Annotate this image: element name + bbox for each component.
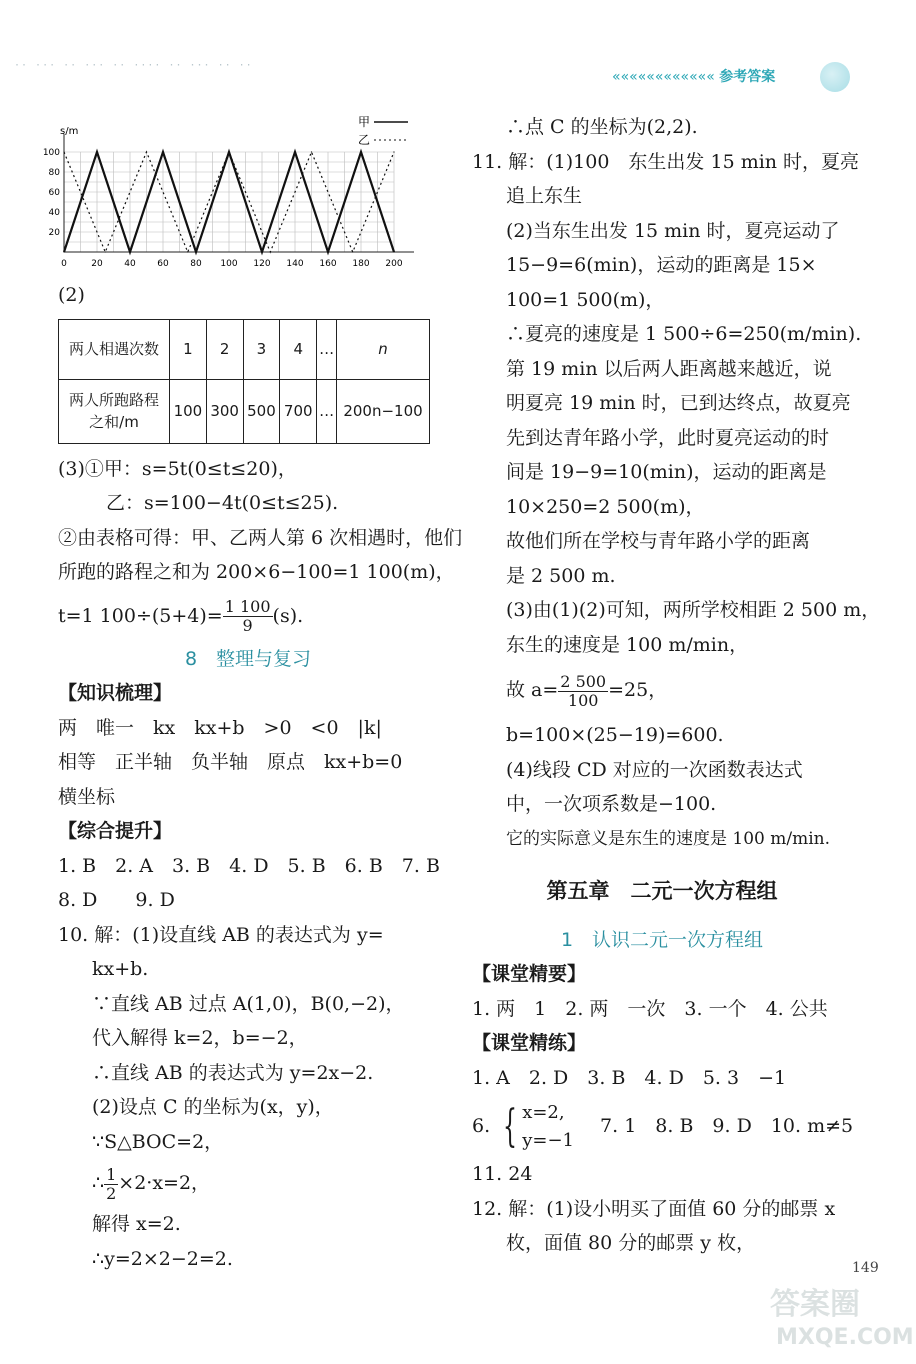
header-arrows: «««««««««««« — [612, 69, 715, 85]
text-line: ∴直线 AB 的表达式为 y=2x−2. — [92, 1061, 374, 1084]
practice-heading: 【综合提升】 — [58, 820, 173, 842]
text-line: 明夏亮 19 min 时，已到达终点，故夏亮 — [506, 392, 851, 414]
half-num: 1 — [106, 1164, 117, 1184]
data-point — [327, 251, 328, 252]
x-tick-label: 200 — [385, 259, 403, 269]
data-point — [393, 251, 394, 252]
table-cell: … — [317, 319, 337, 379]
text-line: 1. 两 1 2. 两 一次 3. 一个 4. 公共 — [472, 997, 828, 1020]
y-tick-label: 60 — [48, 188, 60, 198]
data-point — [162, 151, 163, 152]
table-header-distance-a: 两人所跑路程 — [68, 391, 159, 409]
data-point — [129, 251, 130, 252]
data-point — [261, 251, 262, 252]
t-eq-b: (s). — [272, 604, 304, 627]
text-line: 10. 解：(1)设直线 AB 的表达式为 y= — [58, 923, 384, 946]
data-point — [352, 251, 353, 252]
text-line: ∴夏亮的速度是 1 500÷6=250(m/min). — [506, 323, 862, 345]
right-column — [472, 110, 881, 1261]
text-line: kx+b. — [92, 958, 149, 980]
text-line: (3)①甲：s=5t(0≤t≤20)， — [58, 457, 297, 480]
table-cell: 500 — [243, 379, 280, 443]
text-line: 相等 正半轴 负半轴 原点 kx+b=0 — [58, 751, 403, 773]
table-cell: 200n−100 — [337, 379, 430, 443]
text-line: ②由表格可得：甲、乙两人第 6 次相遇时，他们 — [58, 526, 463, 549]
text-line: (3)由(1)(2)可知，两所学校相距 2 500 m， — [506, 599, 881, 621]
distance-time-chart — [40, 112, 440, 272]
knowledge-heading: 【知识梳理】 — [58, 682, 173, 704]
text-line: 11. 解：(1)100 东生出发 15 min 时，夏亮 — [472, 150, 860, 173]
svg-text:答案圈: 答案圈 — [770, 1287, 860, 1322]
table-cell: 1 — [170, 319, 207, 379]
header-swirl-icon — [820, 62, 850, 92]
text-line: ∵S△BOC=2， — [92, 1130, 224, 1153]
page-header — [0, 56, 916, 96]
a-num: 2 500 — [560, 671, 607, 691]
y-tick-label: 80 — [48, 168, 60, 178]
svg-text:MXQE.COM: MXQE.COM — [776, 1325, 914, 1350]
data-point — [270, 251, 271, 252]
chapter-title: 第五章 二元一次方程组 — [546, 879, 778, 903]
x-tick-label: 120 — [253, 259, 271, 269]
page-number: 149 — [852, 1260, 879, 1276]
text-line: 先到达青年路小学，此时夏亮运动的时 — [506, 426, 830, 449]
text-line: 它的实际意义是东生的速度是 100 m/min. — [506, 828, 831, 849]
system-line — [472, 1095, 852, 1157]
text-line: ∵直线 AB 过点 A(1,0)，B(0,−2)， — [92, 992, 405, 1015]
half-a: ∴ — [92, 1172, 105, 1194]
half-den: 2 — [106, 1183, 117, 1203]
section-title: 8 整理与复习 — [184, 647, 312, 670]
data-point — [63, 151, 64, 152]
header-label: 参考答案 — [719, 69, 776, 85]
table-cell: 700 — [280, 379, 317, 443]
data-point — [195, 251, 196, 252]
half-b: ×2·x=2， — [118, 1172, 211, 1194]
text-line: 12. 解：(1)设小明买了面值 60 分的邮票 x — [472, 1197, 836, 1220]
text-line: 所跑的路程之和为 200×6−100=1 100(m)， — [58, 561, 455, 583]
data-point — [96, 151, 97, 152]
y-tick-label: 20 — [48, 228, 60, 238]
chart-legend — [358, 115, 408, 147]
y-tick-label: 100 — [42, 148, 60, 158]
equation-system — [522, 1099, 574, 1155]
x-tick-label: 60 — [157, 259, 169, 269]
text-line: 追上东生 — [506, 185, 583, 207]
text-line: 8. D 9. D — [58, 889, 175, 911]
x-tick-label: 20 — [91, 259, 103, 269]
text-line: 东生的速度是 100 m/min， — [506, 633, 749, 656]
text-line: 枚，面值 80 分的邮票 y 枚， — [506, 1232, 756, 1254]
data-point — [187, 251, 188, 252]
t-eq-a: t=1 100÷(5+4)= — [58, 604, 223, 627]
text-line: (2)设点 C 的坐标为(x，y)， — [92, 1096, 334, 1118]
text-line: 10×250=2 500(m)， — [506, 495, 705, 518]
drill-heading: 【课堂精练】 — [472, 1032, 587, 1054]
text-line: 是 2 500 m. — [506, 564, 616, 587]
table-cell: 300 — [206, 379, 243, 443]
text-line: 1. A 2. D 3. B 4. D 5. 3 −1 — [472, 1066, 787, 1089]
data-point — [63, 251, 64, 252]
x-tick-label: 140 — [286, 259, 304, 269]
table-cell: 3 — [243, 319, 280, 379]
t-equation — [58, 590, 438, 642]
t-fraction — [223, 598, 273, 635]
data-point — [105, 251, 106, 252]
text-line: 中，一次项系数是−100. — [506, 793, 717, 815]
data-point — [311, 151, 312, 152]
system-prefix: 6. — [472, 1115, 491, 1137]
text-line: 代入解得 k=2，b=−2， — [92, 1027, 308, 1049]
header-dots: ·· ··· ·· ··· ·· ···· ·· ··· ·· ·· — [14, 60, 253, 71]
data-point — [228, 151, 229, 152]
text-line: 解得 x=2. — [92, 1213, 181, 1235]
text-line: ∴y=2×2−2=2. — [92, 1247, 233, 1270]
table-cell: 100 — [170, 379, 207, 443]
data-point — [393, 151, 394, 152]
text-line: ∴点 C 的坐标为(2,2). — [506, 116, 698, 138]
text-line: 间是 19−9=10(min)，运动的距离是 — [506, 461, 827, 483]
text-line: b=100×(25−19)=600. — [506, 724, 724, 746]
half-equation — [58, 1159, 438, 1207]
system-eq-1: x=2, — [522, 1102, 565, 1123]
text-line: 横坐标 — [58, 785, 116, 808]
a-fraction — [558, 673, 608, 710]
legend-label: 乙 — [358, 133, 371, 147]
x-tick-label: 0 — [61, 259, 67, 269]
text-line: (2)当东生出发 15 min 时，夏亮运动了 — [506, 219, 840, 242]
legend-label: 甲 — [358, 115, 371, 129]
text-line: 故他们所在学校与青年路小学的距离 — [506, 530, 811, 552]
section-title: 1 认识二元一次方程组 — [560, 928, 764, 951]
left-column — [58, 278, 463, 1276]
x-tick-label: 80 — [190, 259, 202, 269]
data-point — [360, 151, 361, 152]
text-line: 乙：s=100−4t(0≤t≤25). — [106, 492, 339, 514]
data-point — [146, 151, 147, 152]
x-tick-label: 180 — [352, 259, 370, 269]
x-tick-label: 40 — [124, 259, 136, 269]
a-eq-b: =25， — [608, 679, 668, 701]
table-cell: n — [337, 319, 430, 379]
q2-label: (2) — [58, 284, 85, 306]
header-tag — [612, 66, 775, 86]
y-axis-label: s/m — [60, 126, 79, 137]
system-eq-2: y=−1 — [522, 1130, 574, 1151]
t-frac-num: 1 100 — [224, 597, 271, 616]
table-header-distance-b: 之和/m — [89, 413, 139, 431]
meeting-table — [58, 319, 430, 444]
text-line: 11. 24 — [472, 1163, 533, 1185]
a-equation — [472, 662, 852, 718]
table-header-distance — [59, 379, 170, 443]
text-line: 两 唯一 kx kx+b >0 <0 |k| — [58, 716, 382, 739]
table-cell: 4 — [280, 319, 317, 379]
text-line: 100=1 500(m)， — [506, 288, 665, 311]
text-line: (4)线段 CD 对应的一次函数表达式 — [506, 758, 803, 781]
half-fraction — [104, 1166, 118, 1203]
watermark-logo — [766, 1276, 914, 1352]
y-tick-label: 40 — [48, 208, 60, 218]
text-line: 1. B 2. A 3. B 4. D 5. B 6. B 7. B — [58, 854, 440, 877]
x-tick-label: 160 — [319, 259, 337, 269]
a-den: 100 — [567, 690, 599, 710]
data-point — [294, 151, 295, 152]
table-cell: … — [317, 379, 337, 443]
a-eq-a: 故 a= — [506, 679, 559, 701]
brace-icon: { — [503, 1101, 518, 1152]
table-header-meetings: 两人相遇次数 — [59, 319, 170, 379]
system-rest: 7. 1 8. B 9. D 10. m≠5 — [600, 1115, 854, 1137]
x-tick-label: 100 — [220, 259, 238, 269]
essentials-heading: 【课堂精要】 — [472, 963, 587, 985]
t-frac-den: 9 — [242, 616, 253, 635]
text-line: 第 19 min 以后两人距离越来越近，说 — [506, 357, 832, 380]
text-line: 15−9=6(min)，运动的距离是 15× — [506, 254, 817, 276]
table-cell: 2 — [206, 319, 243, 379]
